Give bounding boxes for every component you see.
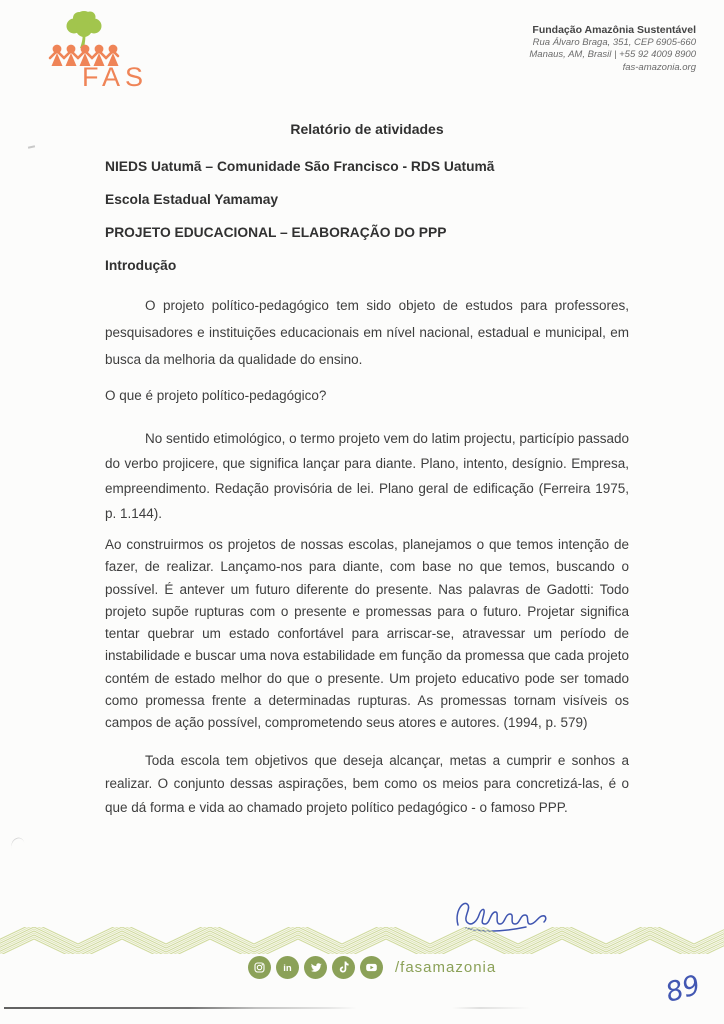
paragraph-1: O projeto político-pedagógico tem sido objeto de estudos para professores, pesquisadores e instituições educacionais em nível nacional, estadual e municipal, em busca da melhoria da qualidade do ensino. (105, 298, 629, 367)
instagram-icon (248, 956, 271, 979)
org-address-line1: Rua Álvaro Braga, 351, CEP 6905-660 (532, 36, 696, 48)
paragraph-4: Toda escola tem objetivos que deseja alcançar, metas a cumprir e sonhos a realizar. O conjunto dessas aspirações, bem como os meios para concretizá-las, é o que dá forma e vida ao chamado projeto político pedagógico - o famoso PPP. (105, 752, 629, 815)
scan-speck (28, 145, 35, 148)
zigzag-chevron-band (0, 927, 724, 954)
paragraph-2: No sentido etimológico, o termo projeto vem do latim projectu, particípio passado do verbo projicere, que significa lançar para diante. Plano, intento, desígnio. Empresa, empreendimento. Redação provisória de lei. Plano geral de edificação (Ferreira 1975, p. 1.144). (105, 431, 629, 521)
subtitle-nieds: NIEDS Uatumã – Comunidade São Francisco - RDS Uatumã (105, 159, 495, 174)
fas-logo (36, 6, 149, 92)
twitter-icon (304, 956, 327, 979)
subtitle-project: PROJETO EDUCACIONAL – ELABORAÇÃO DO PPP (105, 225, 447, 240)
org-name: Fundação Amazônia Sustentável (532, 24, 696, 36)
org-address-line2: Manaus, AM, Brasil | +55 92 4009 8900 (529, 49, 696, 60)
section-heading-introducao: Introdução (105, 258, 177, 273)
subtitle-school: Escola Estadual Yamamay (105, 192, 279, 207)
question-line: O que é projeto político-pedagógico? (105, 388, 327, 403)
document-body (105, 120, 629, 819)
social-handle: /fasamazonia (395, 958, 497, 976)
social-media-row (248, 955, 496, 979)
tiktok-icon (332, 956, 355, 979)
linkedin-icon (276, 956, 299, 979)
org-website: fas-amazonia.org (622, 61, 696, 73)
logo-wordmark: FAS (82, 62, 149, 92)
pencil-mark-artifact (9, 836, 25, 849)
svg-text:in: in (283, 962, 292, 974)
scan-edge-artifact (4, 1007, 564, 1009)
org-contact-block (529, 24, 696, 74)
page-number-text: 89 (662, 969, 704, 1009)
page-title: Relatório de atividades (290, 121, 444, 137)
paragraph-3-quote: Ao construirmos os projetos de nossas escolas, planejamos o que temos intenção de fazer, de realizar. Lançamo-nos para diante, com base no que temos, buscando o possível. É antever um futuro diferente do presente. Nas palavras de Gadotti: Todo projeto supõe rupturas com o presente e promessas para o futuro. Projetar significa tentar quebrar um estado confortável para arriscar-se, atravessar um período de instabilidade e buscar uma nova estabilidade em função da promessa que cada projeto contém de estado melhor do que o presente. Um projeto educativo pode ser tomado como promessa frente a determinadas rupturas. As promessas tornam visíveis os campos de ação possível, comprometendo seus atores e autores. (1994, p. 579) (105, 537, 629, 731)
handwritten-page-number (658, 964, 706, 1016)
youtube-icon (360, 956, 383, 979)
